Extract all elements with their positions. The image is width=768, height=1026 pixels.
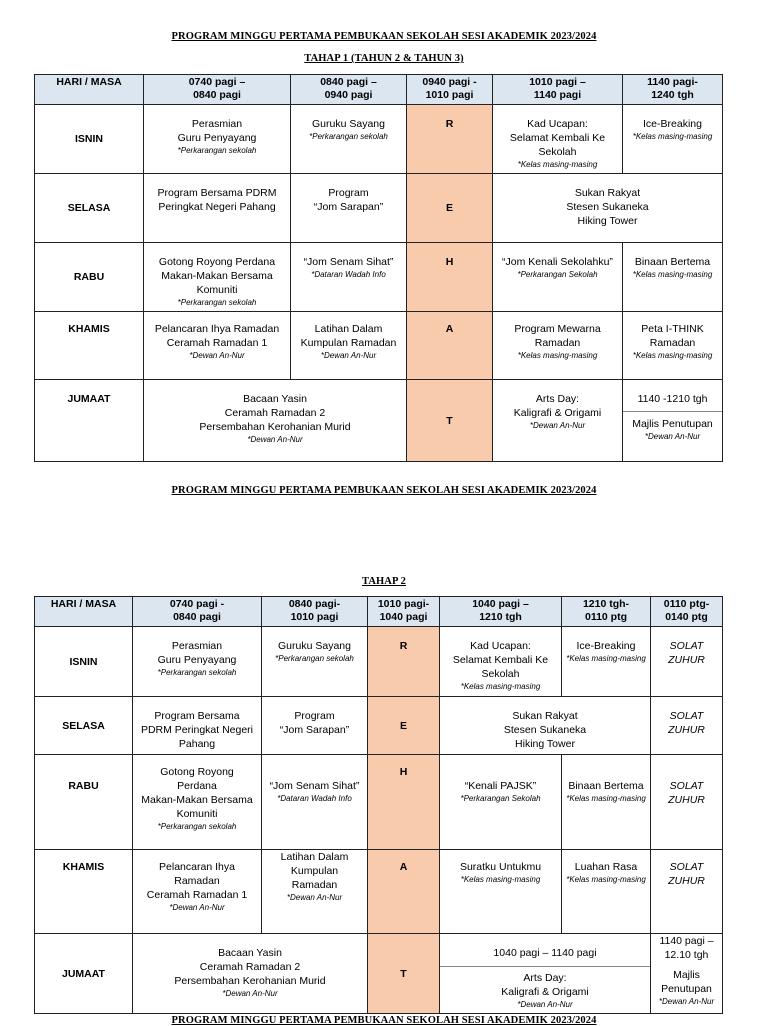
cell-isnin-1: Perasmian Guru Penyayang *Perkarangan sekolah (133, 627, 262, 697)
rehat-cell: H (368, 755, 440, 850)
cell-rabu-1: Gotong Royong Perdana Makan-Makan Bersama Komuniti *Perkarangan sekolah (144, 243, 291, 312)
cell-isnin-1: Perasmian Guru Penyayang *Perkarangan sekolah (144, 105, 291, 174)
cell-rabu-2: “Jom Senam Sihat” *Dataran Wadah Info (291, 243, 407, 312)
cell-jumaat-1: Bacaan Yasin Ceramah Ramadan 2 Persembahan Kerohanian Murid *Dewan An-Nur (133, 934, 368, 1014)
cell-rabu-2: “Jom Senam Sihat” *Dataran Wadah Info (262, 755, 368, 850)
header-slot-4: 1210 tgh- 0110 ptg (562, 597, 651, 627)
rehat-cell: R (407, 105, 493, 174)
cell-khamis-3: Suratku Untukmu *Kelas masing-masing (440, 850, 562, 934)
cell-rabu-3: “Kenali PAJSK” *Perkarangan Sekolah (440, 755, 562, 850)
cell-selasa-2: Program “Jom Sarapan” (262, 697, 368, 755)
cell-isnin-3: Kad Ucapan: Selamat Kembali Ke Sekolah *Kelas masing-masing (440, 627, 562, 697)
cell-rabu-1: Gotong Royong Perdana Makan-Makan Bersama Komuniti *Perkarangan sekolah (133, 755, 262, 850)
cell-khamis-2: Latihan Dalam Kumpulan Ramadan *Dewan An-Nur (291, 312, 407, 380)
header-slot-1: 0740 pagi – 0840 pagi (144, 75, 291, 105)
table-row (35, 850, 723, 934)
table-row (35, 174, 723, 243)
header-slot-5: 0110 ptg- 0140 ptg (651, 597, 723, 627)
cell-isnin-2: Guruku Sayang *Perkarangan sekolah (291, 105, 407, 174)
rehat-cell: A (407, 312, 493, 380)
cell-selasa-1: Program Bersama PDRM Peringkat Negeri Pahang (133, 697, 262, 755)
table-row (35, 312, 723, 380)
solat-cell: SOLAT ZUHUR (651, 755, 723, 850)
day-label: ISNIN (35, 627, 133, 697)
cell-khamis-4: Peta I-THINK Ramadan *Kelas masing-masing (623, 312, 723, 380)
table-row (35, 934, 723, 1014)
rehat-cell: H (407, 243, 493, 312)
cell-selasa-1: Program Bersama PDRM Peringkat Negeri Pahang (144, 174, 291, 243)
header-slot-4: 1140 pagi- 1240 tgh (623, 75, 723, 105)
page-title-2: PROGRAM MINGGU PERTAMA PEMBUKAAN SEKOLAH SESI AKADEMIK 2023/2024 (171, 485, 597, 496)
cell-selasa-2: Program “Jom Sarapan” (291, 174, 407, 243)
header-row (35, 597, 723, 627)
schedule-table-tahap-1 (34, 74, 723, 462)
cell-rabu-4: Binaan Bertema *Kelas masing-masing (562, 755, 651, 850)
day-label: KHAMIS (35, 312, 144, 380)
cell-jumaat-2: 1040 pagi – 1140 pagi Arts Day: Kaligrafi & Origami *Dewan An-Nur (440, 934, 651, 1014)
rehat-cell: R (368, 627, 440, 697)
solat-cell: SOLAT ZUHUR (651, 627, 723, 697)
cell-isnin-4: Ice-Breaking *Kelas masing-masing (562, 627, 651, 697)
day-label: RABU (35, 243, 144, 312)
day-label: SELASA (35, 697, 133, 755)
table-1-subtitle: TAHAP 1 (TAHUN 2 & TAHUN 3) (304, 53, 464, 64)
header-slot-2: 0840 pagi- 1010 pagi (262, 597, 368, 627)
cell-jumaat-3: 1140 pagi – 12.10 tgh Majlis Penutupan *Dewan An-Nur (651, 934, 723, 1014)
table-row (35, 697, 723, 755)
cell-khamis-1: Pelancaran Ihya Ramadan Ceramah Ramadan 1 *Dewan An-Nur (133, 850, 262, 934)
page-title-1: PROGRAM MINGGU PERTAMA PEMBUKAAN SEKOLAH SESI AKADEMIK 2023/2024 (171, 31, 597, 42)
table-2-subtitle: TAHAP 2 (362, 576, 406, 587)
cell-jumaat-1: Bacaan Yasin Ceramah Ramadan 2 Persembahan Kerohanian Murid *Dewan An-Nur (144, 380, 407, 462)
header-hari-masa: HARI / MASA (35, 75, 144, 105)
rehat-cell: T (407, 380, 493, 462)
rehat-cell: T (368, 934, 440, 1014)
table-row (35, 380, 723, 462)
cell-khamis-1: Pelancaran Ihya Ramadan Ceramah Ramadan 1 *Dewan An-Nur (144, 312, 291, 380)
cell-isnin-3: Kad Ucapan: Selamat Kembali Ke Sekolah *Kelas masing-masing (493, 105, 623, 174)
header-slot-3: 1040 pagi – 1210 tgh (440, 597, 562, 627)
table-row (35, 243, 723, 312)
cell-khamis-3: Program Mewarna Ramadan *Kelas masing-masing (493, 312, 623, 380)
cell-rabu-4: Binaan Bertema *Kelas masing-masing (623, 243, 723, 312)
cell-selasa-3: Sukan Rakyat Stesen Sukaneka Hiking Tower (440, 697, 651, 755)
header-row (35, 75, 723, 105)
page-title-3: PROGRAM MINGGU PERTAMA PEMBUKAAN SEKOLAH SESI AKADEMIK 2023/2024 (171, 1015, 597, 1026)
schedule-table-tahap-2 (34, 596, 723, 1014)
cell-selasa-3: Sukan Rakyat Stesen Sukaneka Hiking Tower (493, 174, 723, 243)
day-label: ISNIN (35, 105, 144, 174)
cell-isnin-4: Ice-Breaking *Kelas masing-masing (623, 105, 723, 174)
day-label: RABU (35, 755, 133, 850)
header-slot-2: 0840 pagi – 0940 pagi (291, 75, 407, 105)
day-label: JUMAAT (35, 380, 144, 462)
day-label: JUMAAT (35, 934, 133, 1014)
header-slot-rehat: 0940 pagi - 1010 pagi (407, 75, 493, 105)
table-row (35, 755, 723, 850)
header-slot-3: 1010 pagi – 1140 pagi (493, 75, 623, 105)
table-row (35, 105, 723, 174)
cell-khamis-2: Latihan Dalam Kumpulan Ramadan *Dewan An-Nur (262, 850, 368, 934)
day-label: KHAMIS (35, 850, 133, 934)
header-hari-masa: HARI / MASA (35, 597, 133, 627)
table-row (35, 627, 723, 697)
solat-cell: SOLAT ZUHUR (651, 850, 723, 934)
rehat-cell: E (368, 697, 440, 755)
header-slot-1: 0740 pagi - 0840 pagi (133, 597, 262, 627)
rehat-cell: E (407, 174, 493, 243)
cell-isnin-2: Guruku Sayang *Perkarangan sekolah (262, 627, 368, 697)
header-slot-rehat: 1010 pagi- 1040 pagi (368, 597, 440, 627)
cell-jumaat-3: 1140 -1210 tgh Majlis Penutupan *Dewan An-Nur (623, 380, 723, 462)
day-label: SELASA (35, 174, 144, 243)
cell-khamis-4: Luahan Rasa *Kelas masing-masing (562, 850, 651, 934)
cell-jumaat-2: Arts Day: Kaligrafi & Origami *Dewan An-Nur (493, 380, 623, 462)
cell-rabu-3: “Jom Kenali Sekolahku” *Perkarangan Sekolah (493, 243, 623, 312)
rehat-cell: A (368, 850, 440, 934)
solat-cell: SOLAT ZUHUR (651, 697, 723, 755)
